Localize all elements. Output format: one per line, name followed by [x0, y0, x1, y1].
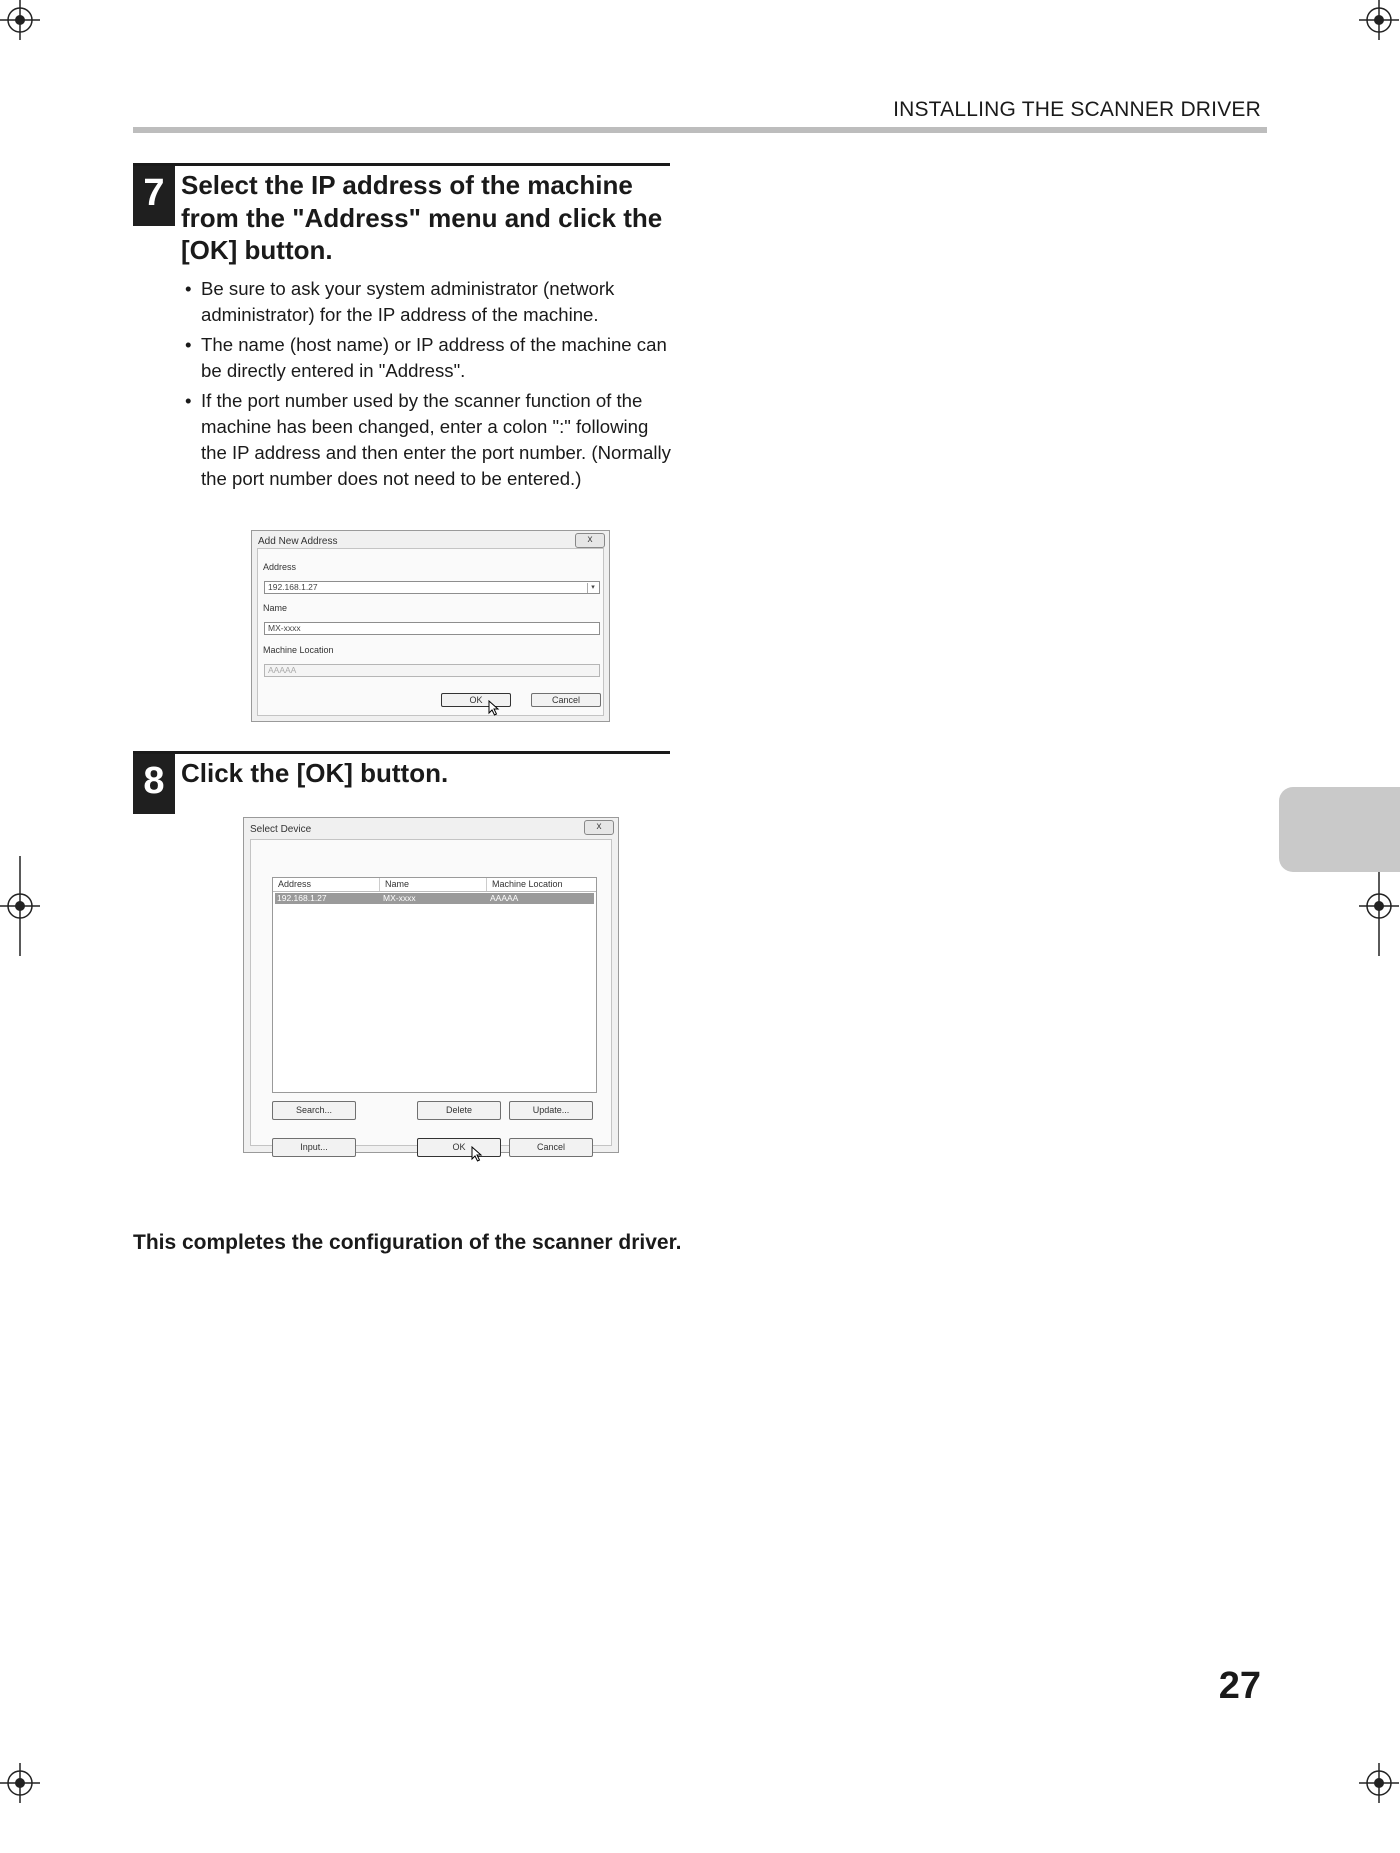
header-rule	[133, 127, 1267, 133]
step-7-title	[181, 169, 681, 267]
step-7-title-line: Select the IP address of the machine	[181, 170, 633, 200]
address-value: 192.168.1.27	[268, 582, 318, 592]
list-header	[273, 878, 596, 892]
step-7-title-line: [OK] button.	[181, 235, 333, 265]
mouse-cursor-icon	[488, 700, 500, 716]
input-button[interactable]: Input...	[272, 1138, 356, 1157]
dialog-title: Select Device	[250, 824, 312, 835]
step-7-rule	[133, 163, 670, 166]
dialog-title: Add New Address	[258, 536, 338, 547]
name-field[interactable]: MX-xxxx	[264, 622, 600, 635]
step-7-number: 7	[133, 166, 175, 226]
column-header-machine-location[interactable]: Machine Location	[492, 879, 563, 889]
mouse-cursor-icon	[471, 1146, 483, 1162]
row-machine-location: AAAAA	[490, 893, 519, 903]
registration-mark-icon	[0, 1713, 90, 1853]
close-button[interactable]: x	[584, 820, 614, 835]
step-7-notes	[185, 276, 675, 496]
closing-text: This completes the configuration of the scanner driver.	[133, 1231, 682, 1254]
select-device-dialog	[243, 817, 619, 1153]
row-address: 192.168.1.27	[277, 893, 327, 903]
registration-mark-icon	[1309, 0, 1400, 90]
machine-location-field[interactable]: AAAAA	[264, 664, 600, 677]
add-new-address-dialog	[251, 530, 610, 722]
ok-button[interactable]: OK	[441, 693, 511, 707]
page-header-title: INSTALLING THE SCANNER DRIVER	[893, 98, 1261, 121]
close-button[interactable]: x	[575, 533, 605, 548]
registration-mark-icon	[1309, 1713, 1400, 1853]
ok-button[interactable]: OK	[417, 1138, 501, 1157]
name-label: Name	[263, 603, 288, 613]
registration-mark-icon	[0, 0, 90, 90]
step-8-title	[181, 757, 681, 790]
chapter-tab	[1279, 787, 1400, 872]
column-header-name[interactable]: Name	[385, 879, 410, 889]
step-8-rule	[133, 751, 670, 754]
row-name: MX-xxxx	[383, 893, 416, 903]
dialog-body	[257, 548, 604, 716]
update-button[interactable]: Update...	[509, 1101, 593, 1120]
step-8-title-line: Click the [OK] button.	[181, 758, 449, 788]
list-item: • The name (host name) or IP address of the machine can be directly entered in "Address".	[185, 332, 675, 384]
search-button[interactable]: Search...	[272, 1101, 356, 1120]
dialog-body	[250, 839, 612, 1152]
address-combobox[interactable]	[264, 581, 600, 594]
list-item: • Be sure to ask your system administrator (network administrator) for the IP address of the machine.	[185, 276, 675, 328]
page-number: 27	[1218, 1665, 1261, 1707]
device-list[interactable]	[272, 877, 597, 1093]
step-8-number: 8	[133, 754, 175, 814]
step-7-title-line: from the "Address" menu and click the	[181, 202, 663, 233]
chevron-down-icon[interactable]: ▾	[587, 583, 598, 593]
column-header-address[interactable]: Address	[278, 879, 312, 889]
delete-button[interactable]: Delete	[417, 1101, 501, 1120]
cancel-button[interactable]: Cancel	[531, 693, 601, 707]
machine-location-label: Machine Location	[263, 645, 334, 655]
cancel-button[interactable]: Cancel	[509, 1138, 593, 1157]
list-item: • If the port number used by the scanner function of the machine has been changed, enter a colon ":" following the IP address and then enter the port number. (Normally the port number does not need to be entered.)	[185, 388, 675, 492]
address-label: Address	[263, 562, 297, 572]
registration-mark-icon	[0, 836, 90, 976]
table-row[interactable]	[275, 893, 594, 904]
